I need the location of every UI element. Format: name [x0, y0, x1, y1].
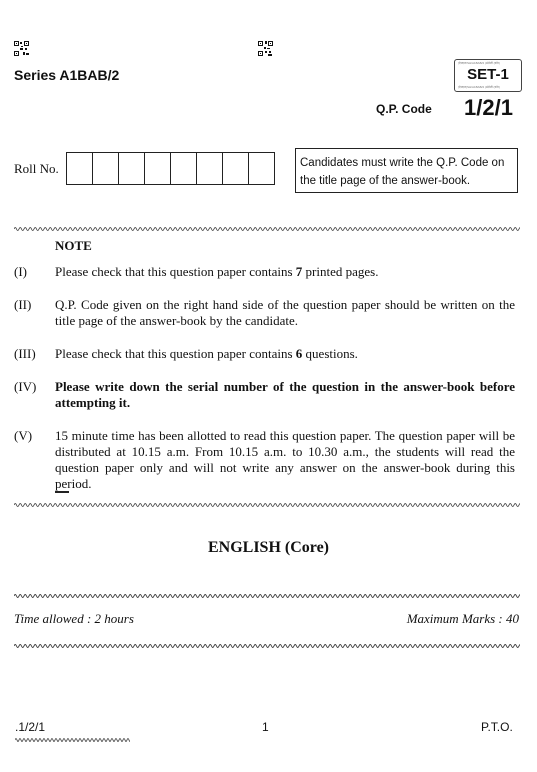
note-title: NOTE: [55, 238, 92, 253]
roll-number-box: [222, 152, 249, 185]
footer-wavy-underline: [15, 736, 130, 744]
time-allowed: Time allowed : 2 hours: [14, 611, 134, 626]
roll-number-label: Roll No.: [14, 161, 59, 176]
note-item-text: Please check that this question paper contains 6 questions.: [55, 346, 358, 361]
set-label: SET-1: [467, 66, 509, 83]
wavy-divider: [14, 592, 520, 600]
note-item-number: (I): [14, 264, 27, 279]
page-number: 1: [262, 720, 269, 734]
set-box-caption-bottom: |ऐसएल|SH/A1BAB/2 |अंग्रेजी (कोर): [458, 85, 500, 89]
note-item-number: (III): [14, 346, 36, 361]
roll-number-box: [92, 152, 119, 185]
note-item: [14, 297, 520, 331]
maximum-marks: Maximum Marks : 40: [406, 611, 519, 626]
pto-label: P.T.O.: [481, 720, 513, 734]
roll-number-boxes: [67, 152, 275, 185]
note-item-text: Q.P. Code given on the right hand side of the question paper should be written on the title page of the answer-book by the candidate.: [55, 297, 515, 328]
series-label: Series A1BAB/2: [14, 67, 120, 83]
note-item-text: Please write down the serial number of the question in the answer-book before attempting it.: [55, 379, 515, 410]
subject-title: ENGLISH (Core): [207, 539, 330, 556]
roll-number-box: [248, 152, 275, 185]
roll-number-box: [170, 152, 197, 185]
set-box: [454, 59, 522, 92]
qr-code-icon-left: [14, 41, 29, 56]
roll-number-box: [196, 152, 223, 185]
roll-number-box: [144, 152, 171, 185]
footer-qp-code: .1/2/1: [15, 720, 46, 734]
note-item: [14, 346, 520, 363]
underline-mark: [55, 491, 69, 493]
qp-code-label: Q.P. Code: [376, 102, 432, 116]
note-item-number: (V): [14, 428, 33, 443]
qp-code-value: 1/2/1: [464, 95, 513, 120]
set-box-caption-top: |ऐसएल/SH/A1BAB/2 |अंग्रेजी (कोर): [458, 61, 500, 65]
note-item-number: (II): [14, 297, 32, 312]
note-item-text: 15 minute time has been allotted to read this question paper. The question paper will be distributed at 10.15 a.m. From 10.15 a.m. to 10.30 a.m., the students will read the question paper only and will not write any answer on the answer-book during this period.: [55, 428, 515, 491]
note-item-number: (IV): [14, 379, 37, 394]
wavy-divider: [14, 225, 520, 233]
qr-code-icon-center: [258, 41, 273, 56]
note-item: [14, 428, 520, 494]
wavy-divider: [14, 501, 520, 509]
roll-number-box: [66, 152, 93, 185]
wavy-divider: [14, 642, 520, 650]
note-item-text: Please check that this question paper contains 7 printed pages.: [55, 264, 379, 279]
note-item: [14, 379, 520, 413]
note-item: [14, 264, 520, 281]
candidate-notice-box: Candidates must write the Q.P. Code on the title page of the answer-book.: [295, 148, 518, 193]
roll-number-box: [118, 152, 145, 185]
